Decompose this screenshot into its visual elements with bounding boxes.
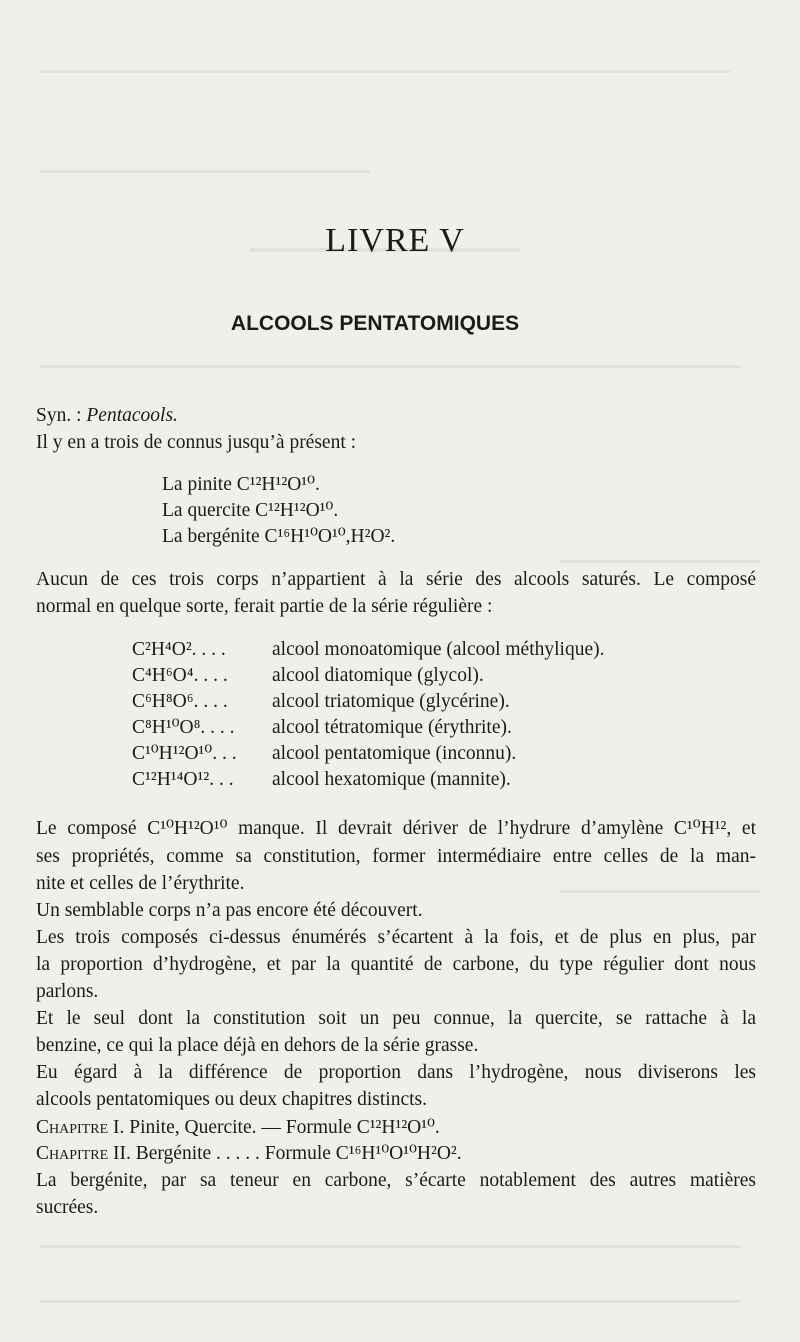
series-name: alcool triatomique (glycérine). (272, 691, 510, 712)
paragraph-line: parlons. (36, 981, 99, 1002)
paragraph-line: benzine, ce qui la place déjà en dehors de la série grasse. (36, 1035, 479, 1056)
paragraph-line: Les trois composés ci-dessus énumérés s’écartent à la fois, et de plus en plus, par (36, 927, 756, 948)
page-subtitle: ALCOOLS PENTATOMIQUES (230, 312, 520, 335)
series-formula: C⁸H¹⁰O⁸. . . . (132, 717, 235, 738)
paragraph-line: sucrées. (36, 1197, 99, 1218)
series-name: alcool pentatomique (inconnu). (272, 743, 517, 764)
series-name: alcool hexatomique (mannite). (272, 769, 511, 790)
paragraph-line: ses propriétés, comme sa constitution, former intermédiaire entre celles de la man- (36, 846, 756, 867)
synonym-line (36, 403, 756, 429)
paragraph-line: La bergénite, par sa teneur en carbone, s’écarte notablement des autres matières (36, 1170, 756, 1191)
series-formula: C¹⁰H¹²O¹⁰. . . (132, 743, 237, 764)
series-formula: C²H⁴O². . . . (132, 639, 226, 660)
series-formula: C¹²H¹⁴O¹². . . (132, 769, 234, 790)
intro-line: Il y en a trois de connus jusqu’à présent : (36, 432, 357, 453)
bleed-through-line (40, 1245, 740, 1248)
paragraph-line: la proportion d’hydrogène, et par la quantité de carbone, du type régulier dont nous (36, 954, 756, 975)
paragraph-line: nite et celles de l’érythrite. (36, 873, 245, 894)
known-compound: La quercite C¹²H¹²O¹⁰. (162, 500, 339, 521)
page-title: LIVRE V (325, 222, 465, 259)
paragraph-line: Le composé C¹⁰H¹²O¹⁰ manque. Il devrait dériver de l’hydrure d’amylène C¹⁰H¹², et (36, 818, 756, 839)
chapter-label: Chapitre (36, 1143, 109, 1164)
series-name: alcool tétratomique (érythrite). (272, 717, 512, 738)
bleed-through-line (40, 1300, 740, 1303)
paragraph-line: Et le seul dont la constitution soit un peu connue, la quercite, se rattache à la (36, 1008, 756, 1029)
bleed-through-line (560, 560, 760, 563)
known-compound: La bergénite C¹⁶H¹⁰O¹⁰,H²O². (162, 526, 396, 547)
paragraph-line: Aucun de ces trois corps n’appartient à la série des alcools saturés. Le composé (36, 569, 756, 590)
synonym-value: Pentacools. (86, 405, 178, 426)
paragraph-line: alcools pentatomiques ou deux chapitres distincts. (36, 1089, 427, 1110)
series-name: alcool diatomique (glycol). (272, 665, 484, 686)
chapter-text: II. Bergénite . . . . . Formule C¹⁶H¹⁰O¹⁰H²O². (108, 1143, 462, 1164)
chapter-line (36, 1115, 756, 1141)
bleed-through-line (40, 70, 730, 73)
paragraph-line: Eu égard à la différence de proportion dans l’hydrogène, nous diviserons les (36, 1062, 756, 1083)
bleed-through-line (40, 365, 740, 368)
chapter-text: I. Pinite, Quercite. — Formule C¹²H¹²O¹⁰. (108, 1117, 440, 1138)
chapter-label: Chapitre (36, 1117, 109, 1138)
bleed-through-line (40, 170, 370, 173)
synonym-prefix: Syn. : (36, 405, 87, 426)
series-formula: C⁶H⁸O⁶. . . . (132, 691, 228, 712)
series-name: alcool monoatomique (alcool méthylique). (272, 639, 605, 660)
chapter-line (36, 1141, 756, 1167)
series-formula: C⁴H⁶O⁴. . . . (132, 665, 228, 686)
paragraph-line: Un semblable corps n’a pas encore été découvert. (36, 900, 423, 921)
paragraph-line: normal en quelque sorte, ferait partie de la série régulière : (36, 596, 493, 617)
known-compound: La pinite C¹²H¹²O¹⁰. (162, 474, 320, 495)
